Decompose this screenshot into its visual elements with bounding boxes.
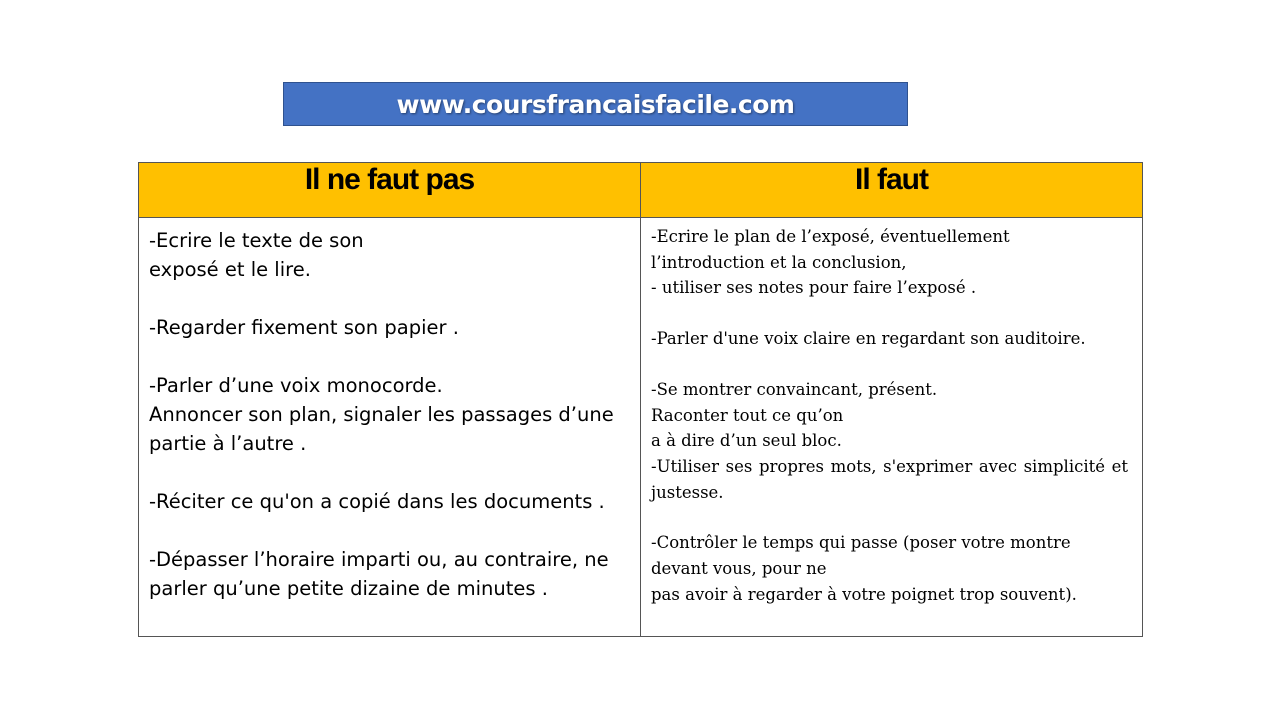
- header-dont: Il ne faut pas: [139, 163, 641, 218]
- dont-item-line: -Ecrire le texte de son: [149, 229, 364, 252]
- dos-and-donts-table: [138, 162, 1143, 637]
- header-do: Il faut: [641, 163, 1143, 218]
- website-url: www.coursfrancaisfacile.com: [396, 89, 795, 119]
- do-item-line: Raconter tout ce qu’on: [651, 405, 844, 425]
- dont-item: [149, 226, 630, 284]
- dont-cell: [139, 218, 641, 637]
- dont-item-line: partie à l’autre .: [149, 432, 307, 455]
- dont-item-line: -Regarder fixement son papier .: [149, 316, 459, 339]
- dont-item: [149, 487, 630, 516]
- dont-list: [139, 218, 640, 603]
- dont-item-line: -Parler d’une voix monocorde.: [149, 374, 443, 397]
- dont-item: [149, 313, 630, 342]
- do-item-line: -Contrôler le temps qui passe (poser votre montre: [651, 533, 1071, 553]
- do-list: [641, 218, 1142, 607]
- do-cell: [641, 218, 1143, 637]
- do-item: [651, 377, 1128, 506]
- do-item-line: -Se montrer convaincant, présent.: [651, 379, 938, 399]
- do-item-line: a à dire d’un seul bloc.: [651, 431, 842, 451]
- do-item-line: pas avoir à regarder à votre poignet trop souvent).: [651, 584, 1077, 604]
- do-item: [651, 224, 1128, 301]
- do-item-line: devant vous, pour ne: [651, 559, 827, 579]
- do-item: [651, 530, 1128, 607]
- dont-item-line: exposé et le lire.: [149, 258, 311, 281]
- dont-item-line: parler qu’une petite dizaine de minutes .: [149, 577, 548, 600]
- do-item-line: -Utiliser ses propres mots, s'exprimer avec simplicité et justesse.: [651, 456, 1128, 502]
- website-banner: [283, 82, 908, 126]
- do-item-line: - utiliser ses notes pour faire l’exposé .: [651, 278, 977, 298]
- table-body-row: [139, 218, 1143, 637]
- dont-item-line: Annoncer son plan, signaler les passages d’une: [149, 403, 614, 426]
- do-item-line: l’introduction et la conclusion,: [651, 252, 907, 272]
- do-item-line: -Ecrire le plan de l’exposé, éventuellement: [651, 227, 1010, 246]
- dont-item-line: -Dépasser l’horaire imparti ou, au contraire, ne: [149, 548, 609, 571]
- table-header-row: [139, 163, 1143, 218]
- do-item: [651, 326, 1128, 352]
- dont-item-line: -Réciter ce qu'on a copié dans les documents .: [149, 490, 605, 513]
- dont-item: [149, 545, 630, 603]
- dont-item: [149, 371, 630, 458]
- do-item-line: -Parler d'une voix claire en regardant son auditoire.: [651, 329, 1086, 349]
